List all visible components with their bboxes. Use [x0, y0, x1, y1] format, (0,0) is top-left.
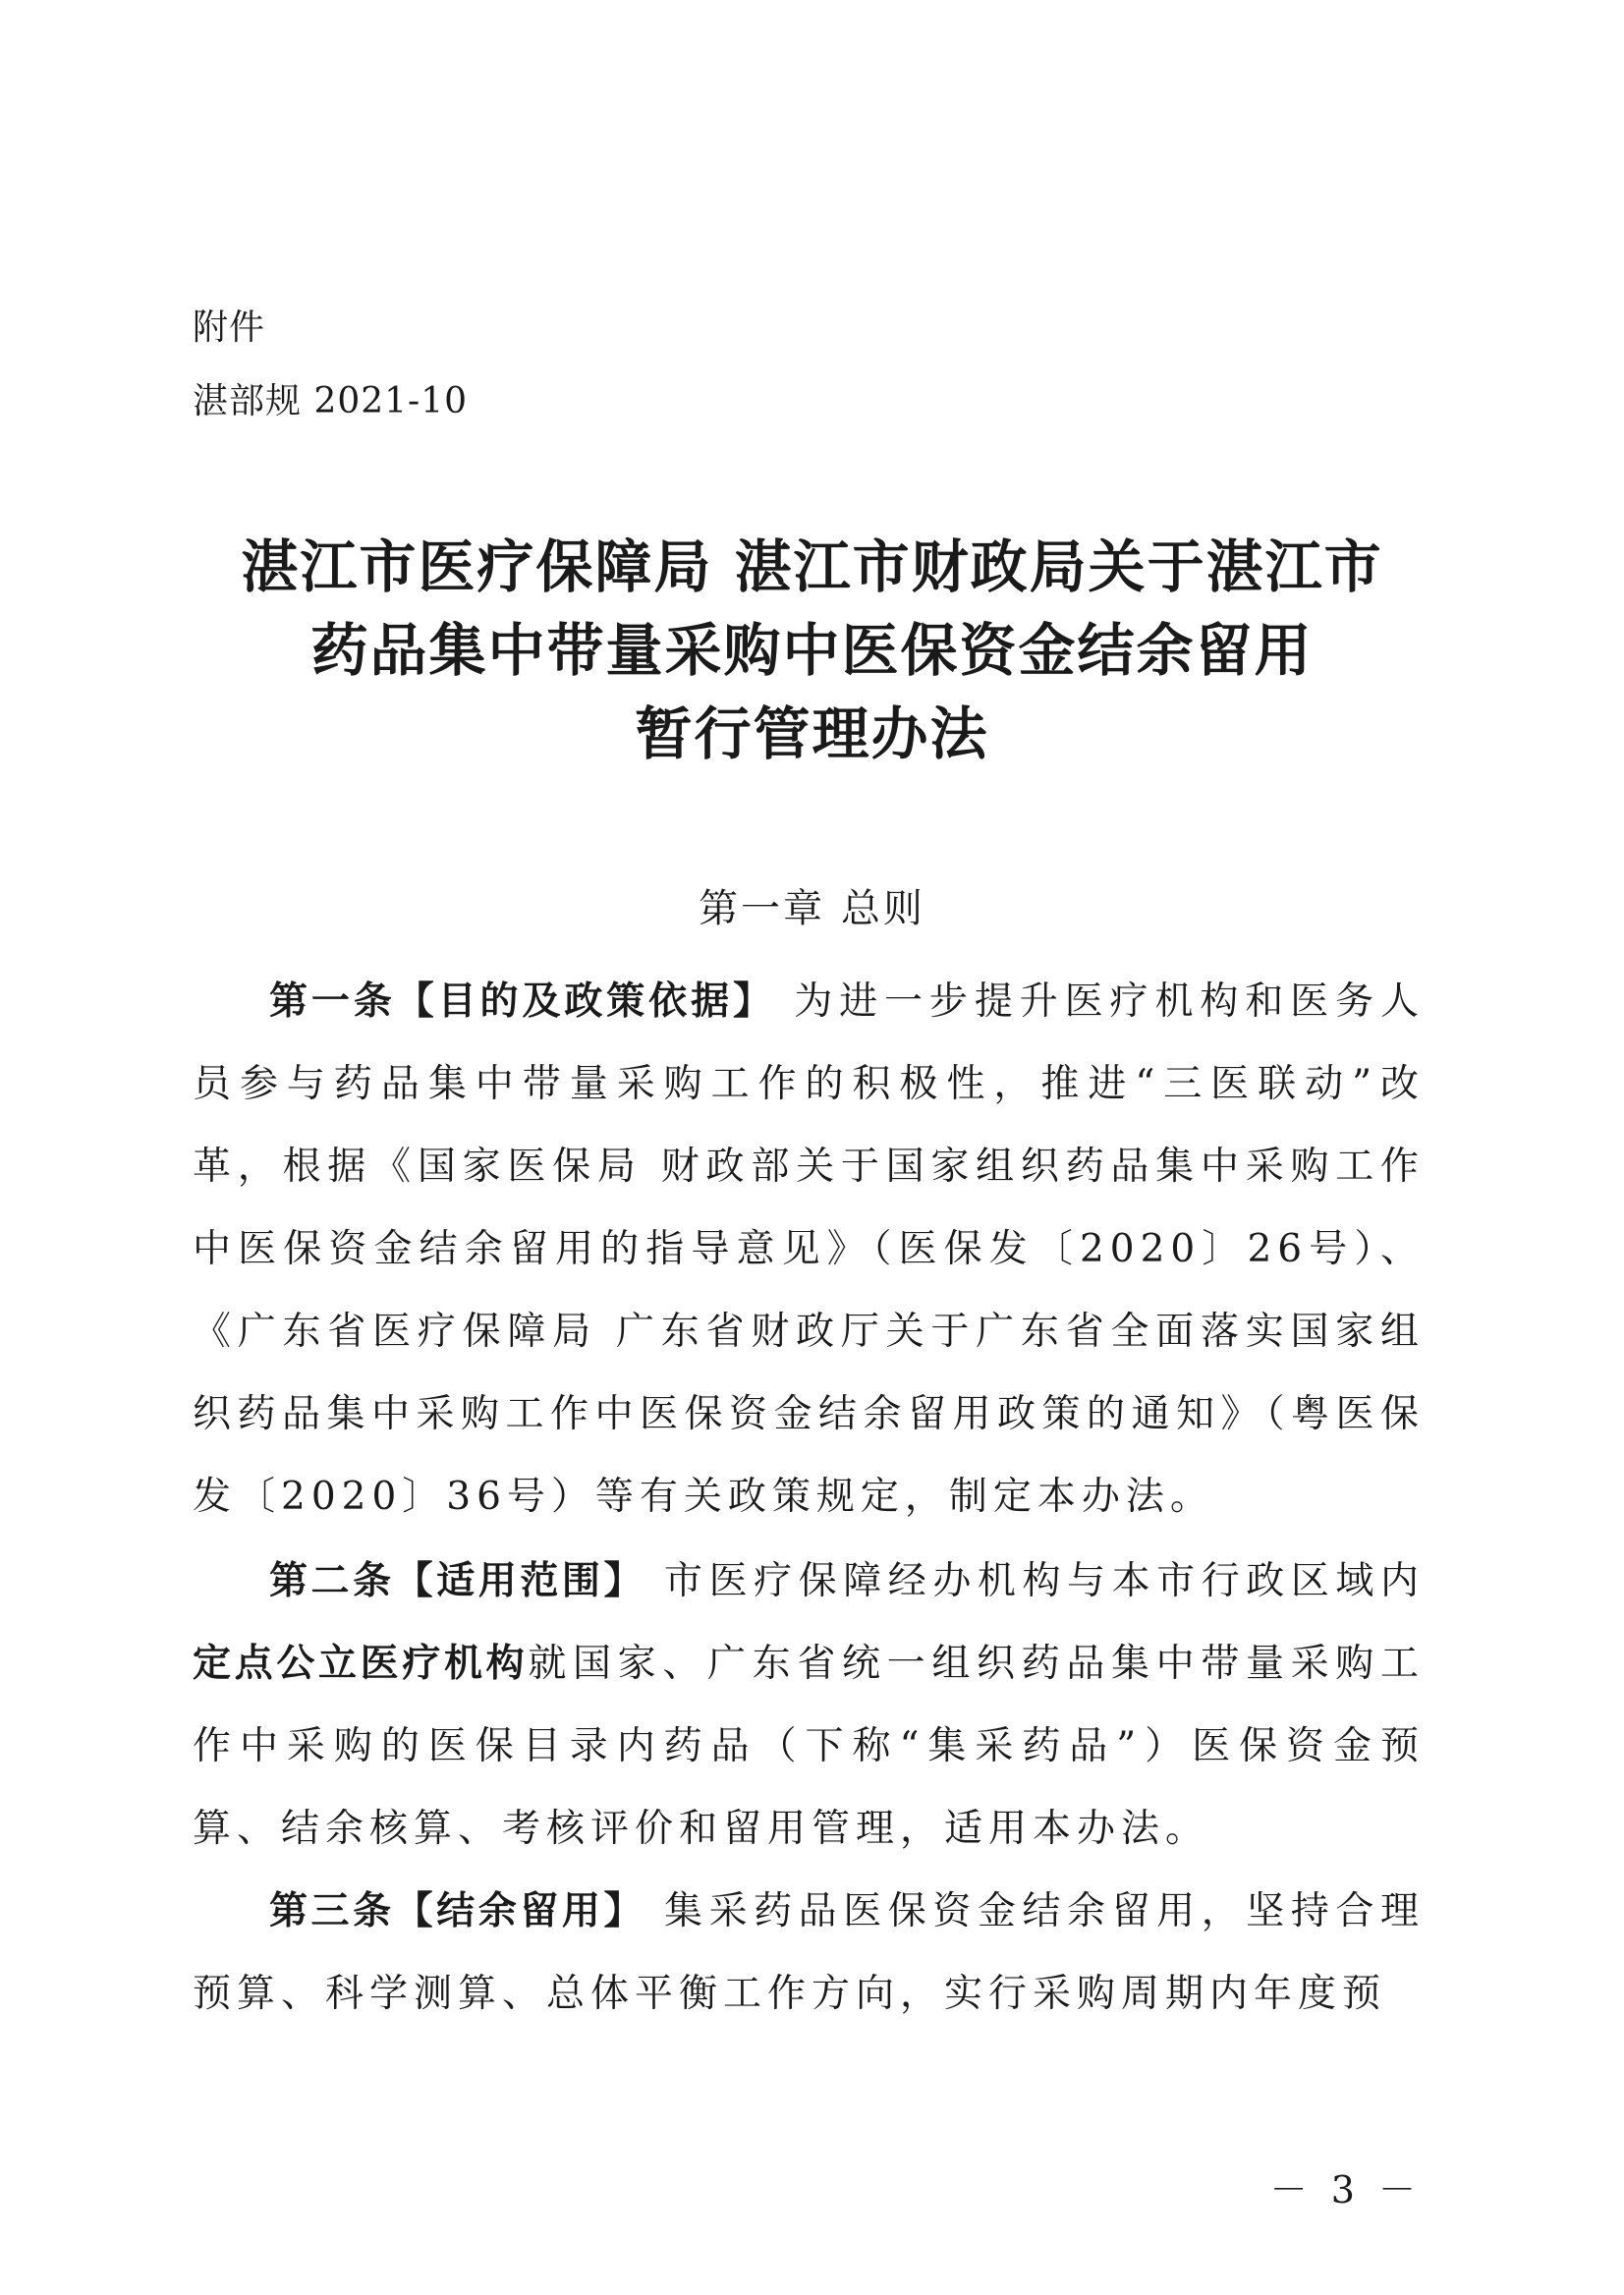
article-2-text-before: 市医疗保障经办机构与本市行政区域内 — [645, 1559, 1425, 1603]
attachment-label: 附件 — [193, 308, 266, 348]
document-number: 湛部规 2021-10 — [193, 381, 469, 421]
page-number: － 3 － — [1269, 2168, 1422, 2211]
article-3-text: 集采药品医保资金结余留用，坚持合理预算、科学测算、总体平衡工作方向，实行采购周期内年度预 — [193, 1889, 1425, 2016]
article-3 — [193, 1871, 1425, 2036]
article-3-heading: 第三条【结余留用】 — [269, 1889, 646, 1933]
article-2-text-after: 就国家、广东省统一组织药品集中带量采购工作中采购的医保目录内药品（下称“集采药品”）医保资金预算、结余核算、考核评价和留用管理，适用本办法。 — [193, 1642, 1425, 1851]
article-1 — [193, 961, 1425, 1539]
title-line-1: 湛江市医疗保障局 湛江市财政局关于湛江市 — [241, 533, 1383, 600]
article-1-text: 为进一步提升医疗机构和医务人员参与药品集中带量采购工作的积极性，推进“三医联动”改革，根据《国家医保局 财政部关于国家组织药品集中采购工作中医保资金结余留用的指导意见》（医保发〔2020〕26号）、《广东省医疗保障局 广东省财政厅关于广东省全面落实国家组织药品集中采购工作中医保资金结余留用政策的通知》（粤医保发〔2020〕36号）等有关政策规定，制定本办法。 — [193, 980, 1425, 1519]
article-2 — [193, 1540, 1425, 1871]
article-1-heading: 第一条【目的及政策依据】 — [269, 980, 775, 1024]
title-line-3: 暂行管理办法 — [635, 700, 989, 767]
title-line-2: 药品集中带量采购中医保资金结余留用 — [310, 617, 1314, 684]
document-title — [147, 526, 1477, 776]
article-2-heading: 第二条【适用范围】 — [269, 1559, 646, 1603]
article-2-emphasis: 定点公立医疗机构 — [193, 1642, 529, 1686]
chapter-heading: 第一章 总则 — [699, 886, 925, 931]
